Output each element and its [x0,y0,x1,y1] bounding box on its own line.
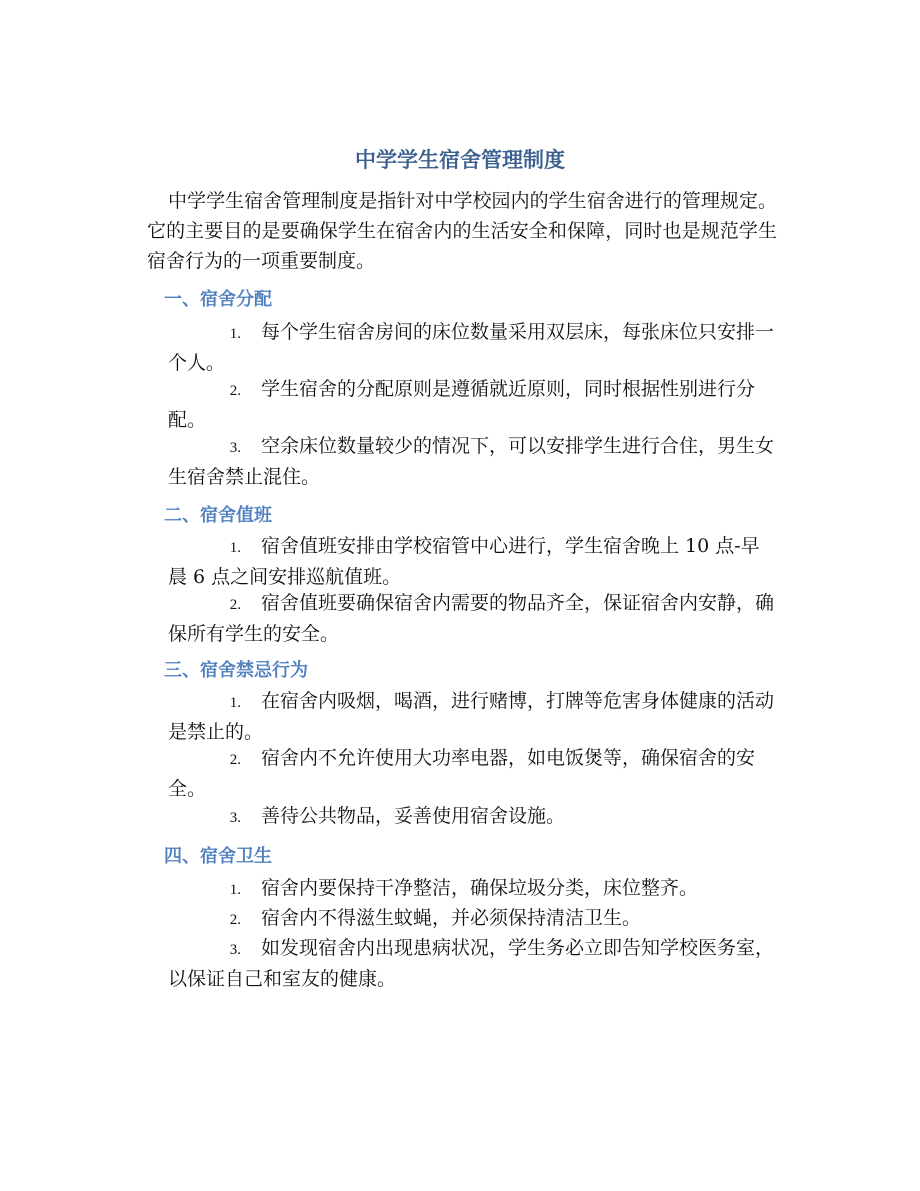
section-heading: 三、宿舍禁忌行为 [164,660,308,681]
section-heading: 二、宿舍值班 [164,505,272,526]
item-number: 1. [229,882,241,898]
list-item [168,744,774,804]
item-text: 宿舍内不得滋生蚊蝇，并必须保持清洁卫生。 [261,907,642,929]
item-text: 宿舍值班要确保宿舍内需要的物品齐全，保证宿舍内安静，确保所有学生的安全。 [168,592,775,645]
list-item [168,375,774,435]
list-item [168,589,774,649]
item-number: 3. [229,810,241,826]
section-heading: 四、宿舍卫生 [164,846,272,867]
item-number: 3. [229,942,241,958]
item-number: 2. [229,912,241,928]
item-number: 2. [229,597,241,613]
item-text: 宿舍内不允许使用大功率电器，如电饭煲等，确保宿舍的安全。 [168,747,756,800]
item-text: 宿舍内要保持干净整洁，确保垃圾分类，床位整齐。 [261,877,699,899]
list-item [168,687,774,747]
item-text: 在宿舍内吸烟，喝酒，进行赌博，打牌等危害身体健康的活动是禁止的。 [168,690,775,743]
list-item [168,934,774,994]
list-item [168,874,774,905]
item-text: 善待公共物品，妥善使用宿舍设施。 [261,805,566,827]
list-item [168,432,774,492]
item-text: 宿舍值班安排由学校宿管中心进行，学生宿舍晚上 10 点-早晨 6 点之间安排巡航值班。 [168,535,760,588]
intro-paragraph: 中学学生宿舍管理制度是指针对中学校园内的学生宿舍进行的管理规定。它的主要目的是要确保学生在宿舍内的生活安全和保障，同时也是规范学生宿舍行为的一项重要制度。 [147,190,777,272]
section-heading: 一、宿舍分配 [164,289,272,310]
item-number: 2. [229,752,241,768]
list-item [168,318,774,378]
item-number: 2. [229,383,241,399]
item-number: 3. [229,440,241,456]
item-text: 学生宿舍的分配原则是遵循就近原则，同时根据性别进行分配。 [168,378,756,431]
item-text: 空余床位数量较少的情况下，可以安排学生进行合住，男生女生宿舍禁止混住。 [168,435,775,488]
list-item [168,904,774,935]
list-item [168,802,774,833]
document-title: 中学学生宿舍管理制度 [355,148,565,172]
list-item [168,532,774,592]
item-text: 每个学生宿舍房间的床位数量采用双层床，每张床位只安排一个人。 [168,321,775,374]
item-number: 1. [229,326,241,342]
item-number: 1. [229,540,241,556]
item-number: 1. [229,695,241,711]
item-text: 如发现宿舍内出现患病状况，学生务必立即告知学校医务室，以保证自己和室友的健康。 [168,937,775,990]
